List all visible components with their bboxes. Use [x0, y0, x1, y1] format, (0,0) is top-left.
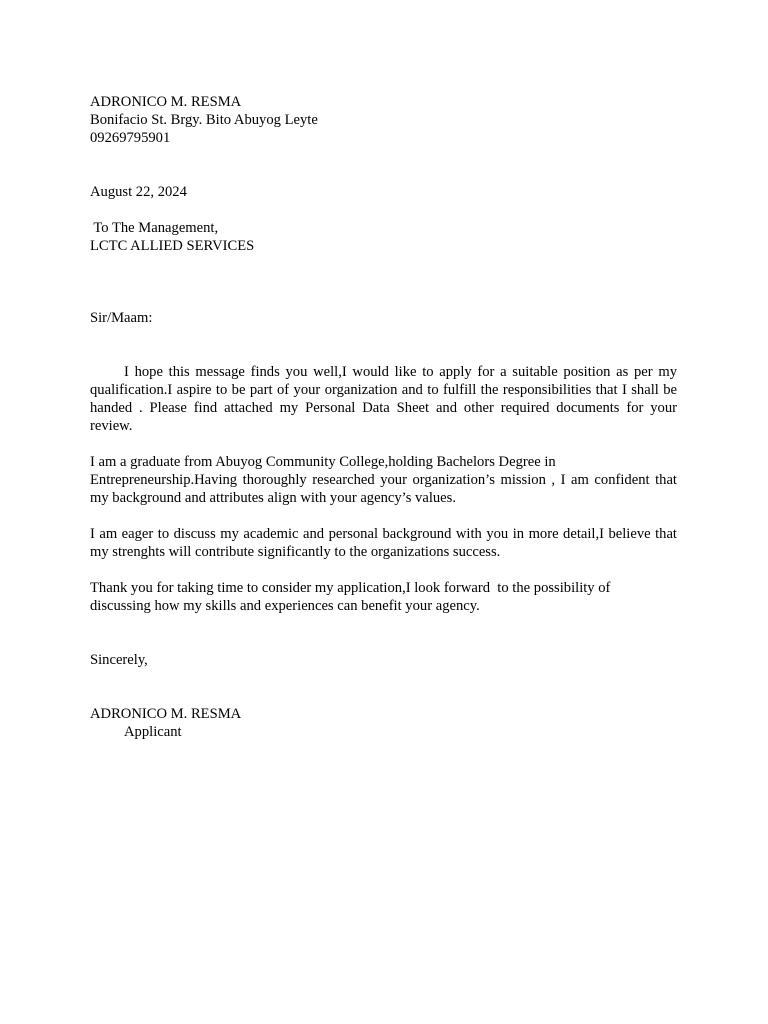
letter-page [90, 93, 677, 741]
spacer [90, 147, 677, 183]
body-paragraph-2-rest: Entrepreneurship.Having thoroughly researched your organization’s mission , I am confident that my background and attributes align with your agency’s values. [90, 472, 677, 506]
body-paragraph-4-line-1: Thank you for taking time to consider my application,I look forward to the possibility of [90, 580, 611, 596]
body-paragraph-1: I hope this message finds you well,I would like to apply for a suitable position as per my qualification.I aspire to be part of your organization and to fulfill the responsibilities that I shall be handed . Please find attached my Personal Data Sheet and other required documents for your review. [90, 364, 677, 434]
spacer [90, 561, 677, 579]
spacer [90, 435, 677, 453]
sender-name: ADRONICO M. RESMA [90, 94, 242, 110]
signature-name: ADRONICO M. RESMA [90, 706, 242, 722]
recipient-line-1: To The Management, [90, 220, 219, 236]
sender-phone: 09269795901 [90, 130, 171, 146]
body-paragraph-3: I am eager to discuss my academic and personal background with you in more detail,I believe that my strenghts will contribute significantly to the organizations success. [90, 526, 677, 560]
letter-date: August 22, 2024 [90, 184, 187, 200]
spacer [90, 255, 677, 309]
spacer [90, 615, 677, 651]
body-paragraph-2-line-1: I am a graduate from Abuyog Community College,holding Bachelors Degree in [90, 454, 556, 470]
spacer [90, 507, 677, 525]
spacer [90, 201, 677, 219]
salutation: Sir/Maam: [90, 310, 153, 326]
signature-title: Applicant [124, 724, 182, 740]
spacer [90, 669, 677, 705]
body-paragraph-4-line-2: discussing how my skills and experiences can benefit your agency. [90, 598, 480, 614]
recipient-line-2: LCTC ALLIED SERVICES [90, 238, 255, 254]
spacer [90, 327, 677, 363]
closing: Sincerely, [90, 652, 148, 668]
sender-address: Bonifacio St. Brgy. Bito Abuyog Leyte [90, 112, 318, 128]
